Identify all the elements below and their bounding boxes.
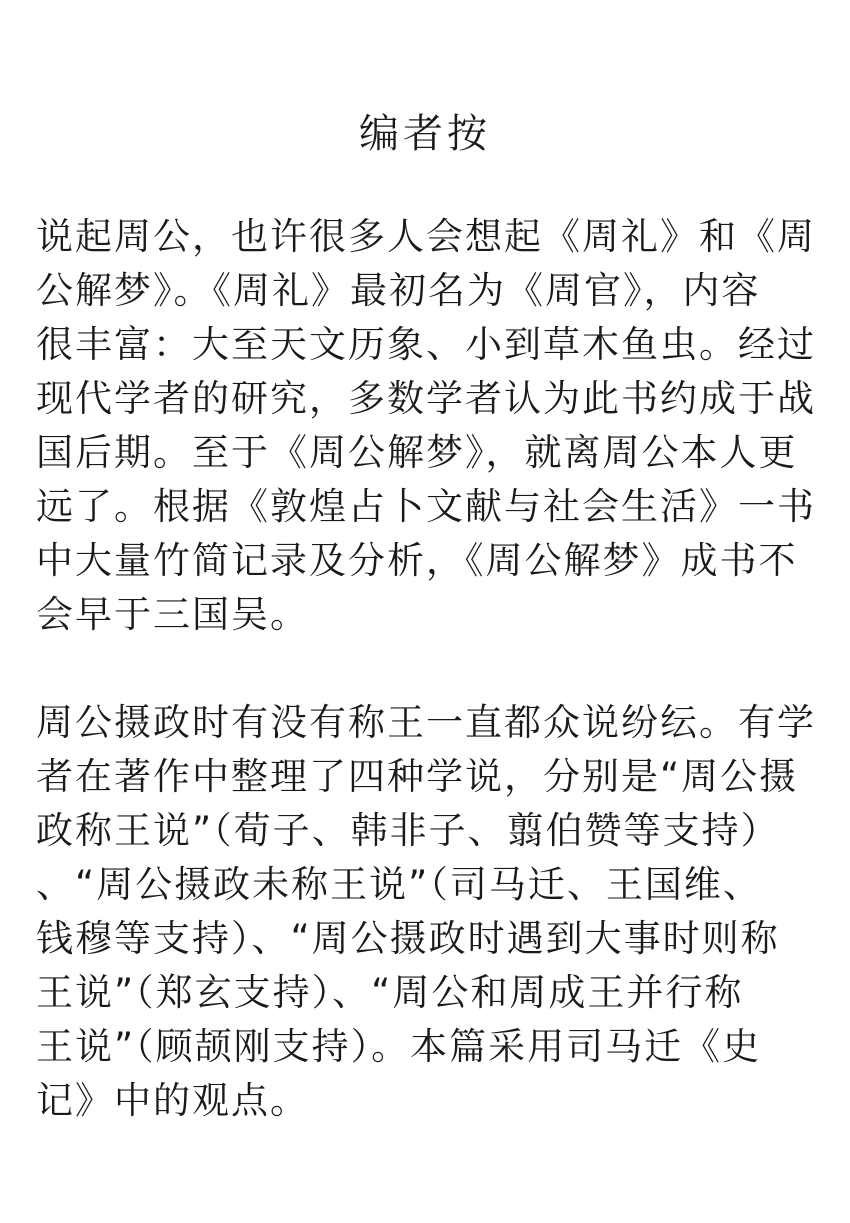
text-line: 政称王说”（荀子、韩非子、翦伯赞等支持）	[36, 809, 780, 852]
text-line: 说起周公，也许很多人会想起《周礼》和《周	[36, 215, 816, 258]
text-line: 钱穆等支持）、“周公摄政时遇到大事时则称	[36, 917, 780, 960]
paragraph-spacer	[36, 642, 816, 696]
text-line: 公解梦》。《周礼》最初名为《周官》，内容	[36, 269, 761, 312]
text-line: 王说”（郑玄支持）、“周公和周成王并行称	[36, 971, 744, 1014]
text-line: 现代学者的研究，多数学者认为此书约成于战	[36, 377, 816, 420]
text-line: 者在著作中整理了四种学说，分别是“周公摄	[36, 755, 799, 798]
page-title: 编者按	[359, 111, 491, 157]
paragraph-1	[36, 210, 816, 642]
text-line: 、“周公摄政未称王说”（司马迁、王国维、	[36, 863, 762, 906]
text-line: 王说”（顾颉刚支持）。本篇采用司马迁《史	[36, 1025, 762, 1068]
article-body	[36, 210, 816, 1128]
text-line: 国后期。至于《周公解梦》，就离周公本人更	[36, 431, 798, 474]
text-line: 会早于三国吴。	[36, 593, 309, 636]
text-line: 很丰富：大至天文历象、小到草木鱼虫。经过	[36, 323, 816, 366]
text-line: 周公摄政时有没有称王一直都众说纷纭。有学	[36, 701, 816, 744]
text-line: 记》中的观点。	[36, 1079, 309, 1122]
text-line: 中大量竹简记录及分析，《周公解梦》成书不	[36, 539, 798, 582]
paragraph-2	[36, 696, 816, 1128]
text-line: 远了。根据《敦煌占卜文献与社会生活》一书	[36, 485, 816, 528]
